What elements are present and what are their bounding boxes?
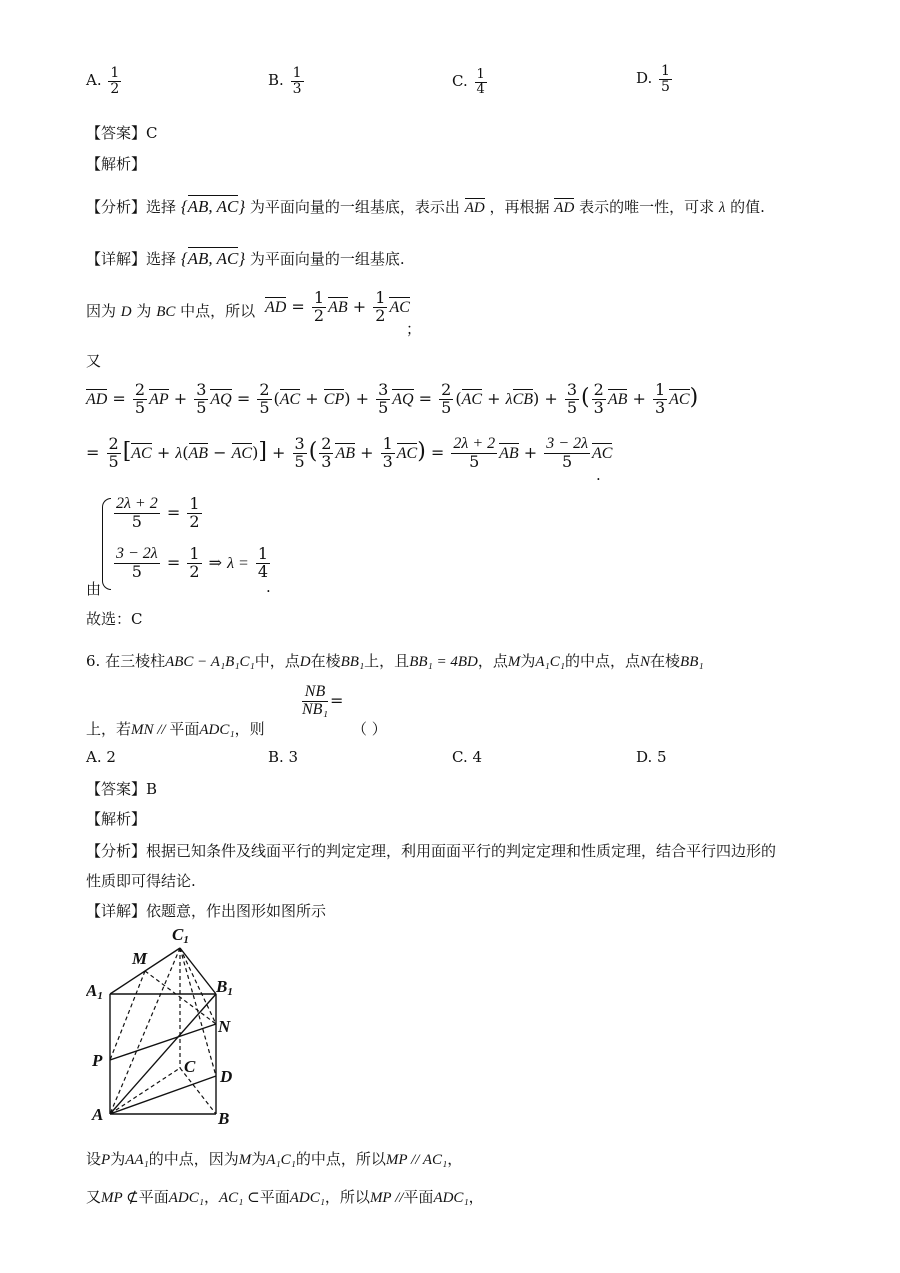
q6-xiangjie: 【详解】依题意，作出图形如图所示 <box>86 902 327 920</box>
option-label: D. <box>636 69 653 88</box>
fraction: $\frac{1}{2}$ <box>110 65 120 97</box>
label-c1: C1 <box>172 925 189 946</box>
option-c <box>452 68 489 96</box>
q6-option-d: D. 5 <box>636 748 667 766</box>
q6-fenxi-2: 性质即可得结论. <box>86 872 196 890</box>
left-brace <box>102 498 111 590</box>
you-label: 又 <box>86 352 102 370</box>
fraction: $\frac{1}{5}$ <box>661 63 670 95</box>
label-a1: A1 <box>86 981 103 1002</box>
label-a: A <box>92 1105 104 1124</box>
fenxi-line: 【分析】选择 {AB, AC} 为平面向量的一组基底，表示出 AD ，再根据 AD 表示的唯一性，可求 λ 的值. <box>86 197 765 216</box>
you-char: 由 <box>86 580 102 598</box>
label-b: B <box>218 1109 230 1128</box>
label-p: P <box>92 1051 103 1070</box>
q6-answer: 【答案】B <box>86 780 158 798</box>
option-label: C. <box>452 72 468 91</box>
fraction: $\frac{1}{4}$ <box>476 67 485 97</box>
q6-option-a: A. 2 <box>86 748 116 766</box>
prism-figure <box>86 922 266 1132</box>
system-eq-1: $\frac{2\lambda + 2}{5}$ = $\frac{1}{2}$ <box>116 494 200 531</box>
option-label: B. <box>268 71 284 90</box>
equation-ad-expansion: AD = $\frac{2}{5}$ AP + $\frac{3}{5}$ AQ = $\frac{2}{5}$ (AC + CP) + $\frac{3}{5}$ AQ = $\frac{2}{5}$ (AC + λCB) + $\frac{3}{5}$ ( $\frac{2}{3}$ AB + $\frac{1}{3}$ AC) <box>86 380 699 417</box>
option-d <box>636 64 674 94</box>
xiangjie-line: 【详解】选择 {AB, AC} 为平面向量的一组基底. <box>86 249 405 268</box>
line-m-p <box>110 971 145 1060</box>
answer-line: 【答案】C <box>86 124 158 142</box>
system-eq-2: $\frac{3 - 2\lambda}{5}$ = $\frac{1}{2}$ ⇒ λ = $\frac{1}{4}$ <box>116 544 269 581</box>
jiexi-label: 【解析】 <box>86 155 147 173</box>
q6-stem-line2: 上，若MN // 平面ADC₁，则 <box>86 720 265 738</box>
because-line: 因为 D 为 BC 中点，所以 <box>86 302 256 320</box>
q6-option-b: B. 3 <box>268 748 299 766</box>
label-m: M <box>132 949 148 968</box>
semicolon: ； <box>406 320 422 338</box>
label-d: D <box>220 1067 233 1086</box>
period: . <box>596 466 601 484</box>
ratio-nb-nb1: $\frac{NB}{\text{NB₁}}$ = <box>302 683 344 718</box>
q6-option-c: C. 4 <box>452 748 483 766</box>
option-label: A. <box>86 71 102 90</box>
option-a <box>86 66 123 96</box>
equation-ad-midpoint: AD = $\frac{1}{2}$ AB + $\frac{1}{2}$ AC <box>265 288 410 325</box>
final-choice: 故选：C <box>86 610 143 628</box>
q6-line-p: 设P为AA₁的中点，因为M为A₁C₁的中点，所以MP // AC₁， <box>86 1150 463 1168</box>
fraction: $\frac{1}{3}$ <box>292 65 302 97</box>
label-n: N <box>218 1017 231 1036</box>
period: . <box>266 578 271 596</box>
label-c: C <box>184 1057 196 1076</box>
label-b1: B1 <box>216 977 233 998</box>
equation-ad-result: = $\frac{2}{5}$ [AC + λ(AB − AC)] + $\frac{3}{5}$ ( $\frac{2}{3}$ AB + $\frac{1}{3}$ AC) = $\frac{2\lambda + 2}{5}$ AB + $\frac{3 - 2\lambda}{5}$ AC <box>86 434 613 471</box>
option-b <box>268 66 306 96</box>
line-c1-a <box>110 948 180 1114</box>
q6-fenxi-1: 【分析】根据已知条件及线面平行的判定定理，利用面面平行的判定定理和性质定理，结合平行四边形的 <box>86 842 777 860</box>
q6-stem-line1: 6. 在三棱柱ABC − A₁B₁C₁中，点D在棱BB₁上，且BB₁ = 4BD，点M为A₁C₁的中点，点N在棱BB₁ <box>86 652 704 670</box>
q6-jiexi: 【解析】 <box>86 810 147 828</box>
q6-line-mp: 又MP ⊄平面ADC₁，AC₁ ⊂平面ADC₁，所以MP //平面ADC₁， <box>86 1188 484 1206</box>
blank-paren: （ ） <box>352 720 387 738</box>
